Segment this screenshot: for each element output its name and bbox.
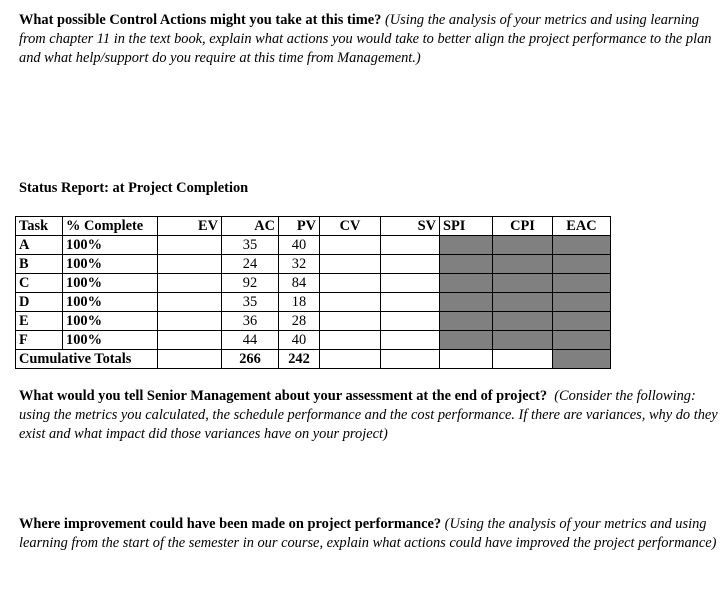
question-control-actions-heading: What possible Control Actions might you take at this time?: [19, 12, 382, 28]
eac-cell-shaded: [553, 255, 611, 274]
ev-cell: [158, 312, 222, 331]
question-control-actions-instructions: (Using the analysis of your metrics and using learning from chapter 11 in the text book, explain what actions you would take to better align the project performance to the plan and what help/support do you require at this time from Management.): [19, 12, 712, 66]
table-row: [16, 274, 611, 293]
spi-total-cell: [440, 350, 493, 369]
pv-total-cell: 242: [279, 350, 320, 369]
question-improvement-heading: Where improvement could have been made on project performance?: [19, 516, 442, 532]
pv-cell: 18: [279, 293, 320, 312]
spi-cell-shaded: [440, 293, 493, 312]
spi-cell-shaded: [440, 331, 493, 350]
task-cell: E: [16, 312, 63, 331]
spi-cell-shaded: [440, 255, 493, 274]
totals-row: [16, 350, 611, 369]
sv-cell: [381, 236, 440, 255]
cpi-cell-shaded: [493, 312, 553, 331]
table-row: [16, 236, 611, 255]
sv-cell: [381, 293, 440, 312]
task-cell: B: [16, 255, 63, 274]
cv-cell: [320, 236, 381, 255]
eac-cell-shaded: [553, 293, 611, 312]
table-header-row: [16, 217, 611, 236]
question-improvement: [19, 515, 721, 553]
percent-cell: 100%: [63, 274, 158, 293]
percent-cell: 100%: [63, 255, 158, 274]
eac-cell-shaded: [553, 331, 611, 350]
table-row: [16, 293, 611, 312]
cpi-cell-shaded: [493, 331, 553, 350]
header-ev: EV: [158, 217, 222, 236]
question-senior-management-instructions: (Consider the following: using the metrics you calculated, the schedule performance and the cost performance. If there are variances, why do they exist and what impact did those variances have on your project): [19, 388, 718, 442]
header-spi: SPI: [440, 217, 493, 236]
percent-cell: 100%: [63, 236, 158, 255]
header-pv: PV: [279, 217, 320, 236]
sv-total-cell: [381, 350, 440, 369]
ac-cell: 92: [222, 274, 279, 293]
status-report-title: Status Report: at Project Completion: [19, 180, 249, 196]
status-report-table: [15, 216, 611, 369]
cpi-cell-shaded: [493, 293, 553, 312]
ac-total-cell: 266: [222, 350, 279, 369]
cpi-cell-shaded: [493, 255, 553, 274]
sv-cell: [381, 255, 440, 274]
ac-cell: 35: [222, 293, 279, 312]
header-ac: AC: [222, 217, 279, 236]
pv-cell: 32: [279, 255, 320, 274]
header-cv: CV: [320, 217, 381, 236]
cpi-cell-shaded: [493, 236, 553, 255]
cv-cell: [320, 293, 381, 312]
totals-label: Cumulative Totals: [16, 350, 158, 369]
header-percent-complete: % Complete: [63, 217, 158, 236]
ev-total-cell: [158, 350, 222, 369]
cv-cell: [320, 274, 381, 293]
percent-cell: 100%: [63, 293, 158, 312]
sv-cell: [381, 312, 440, 331]
cpi-total-cell: [493, 350, 553, 369]
cv-cell: [320, 255, 381, 274]
question-improvement-instructions: (Using the analysis of your metrics and using learning from the start of the semester in our course, explain what actions could have improved the project performance): [19, 516, 717, 551]
header-sv: SV: [381, 217, 440, 236]
header-eac: EAC: [553, 217, 611, 236]
ev-cell: [158, 293, 222, 312]
sv-cell: [381, 331, 440, 350]
cv-cell: [320, 312, 381, 331]
sv-cell: [381, 274, 440, 293]
pv-cell: 84: [279, 274, 320, 293]
percent-cell: 100%: [63, 312, 158, 331]
header-task: Task: [16, 217, 63, 236]
question-senior-management-heading: What would you tell Senior Management about your assessment at the end of project?: [19, 388, 548, 404]
table-row: [16, 312, 611, 331]
eac-total-cell-shaded: [553, 350, 611, 369]
eac-cell-shaded: [553, 274, 611, 293]
cpi-cell-shaded: [493, 274, 553, 293]
pv-cell: 28: [279, 312, 320, 331]
ev-cell: [158, 274, 222, 293]
ev-cell: [158, 255, 222, 274]
task-cell: F: [16, 331, 63, 350]
ev-cell: [158, 236, 222, 255]
pv-cell: 40: [279, 236, 320, 255]
eac-cell-shaded: [553, 312, 611, 331]
question-senior-management: [19, 387, 721, 444]
table-row: [16, 255, 611, 274]
task-cell: C: [16, 274, 63, 293]
eac-cell-shaded: [553, 236, 611, 255]
table-row: [16, 331, 611, 350]
ac-cell: 44: [222, 331, 279, 350]
cv-cell: [320, 331, 381, 350]
question-control-actions: [19, 11, 721, 68]
ac-cell: 36: [222, 312, 279, 331]
spi-cell-shaded: [440, 312, 493, 331]
ac-cell: 35: [222, 236, 279, 255]
header-cpi: CPI: [493, 217, 553, 236]
percent-cell: 100%: [63, 331, 158, 350]
ev-cell: [158, 331, 222, 350]
task-cell: D: [16, 293, 63, 312]
spi-cell-shaded: [440, 236, 493, 255]
cv-total-cell: [320, 350, 381, 369]
pv-cell: 40: [279, 331, 320, 350]
ac-cell: 24: [222, 255, 279, 274]
spi-cell-shaded: [440, 274, 493, 293]
task-cell: A: [16, 236, 63, 255]
